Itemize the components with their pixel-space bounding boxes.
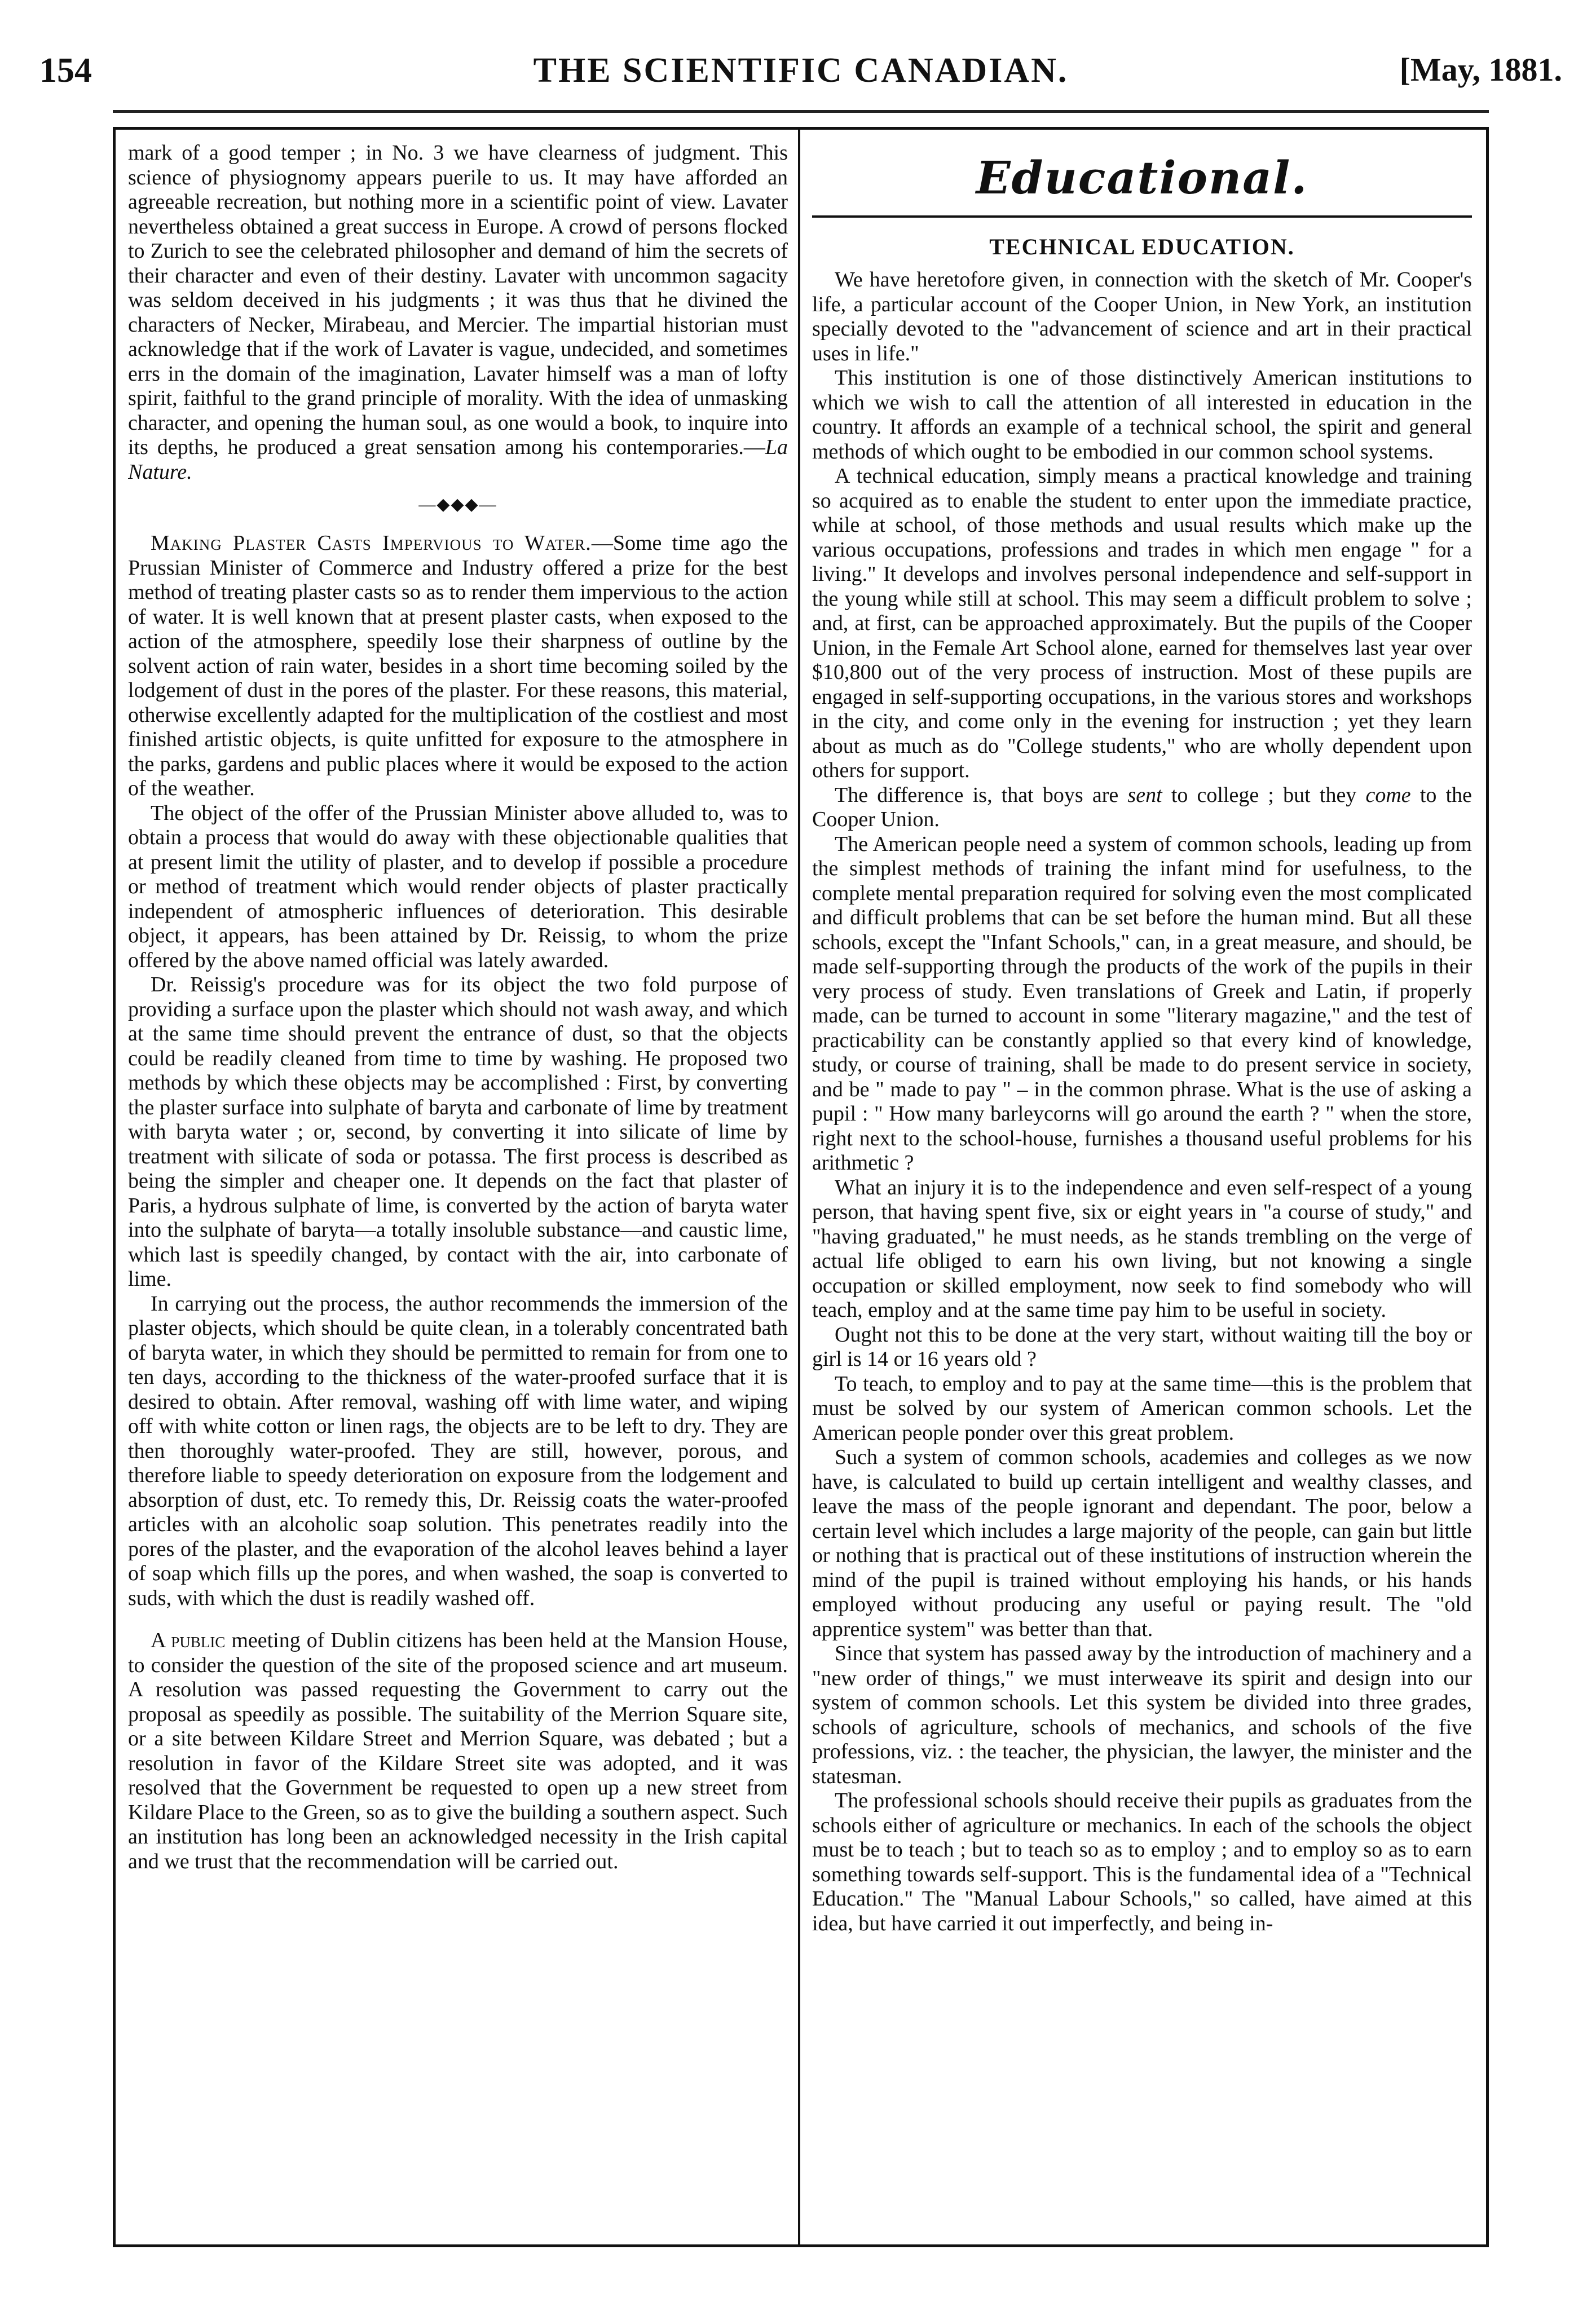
plaster-paragraph-2: The object of the offer of the Prussian Minister above alluded to, was to obtain a process that would do away with these objectionable qualities that at present limit the utility of plaster, and to develop if possible a procedure or method of treatment which would render objects of plaster practically independent of atmospheric influences of deterioration. This desirable object, it appears, has been attained by Dr. Reissig, to whom the prize offered by the above named official was lately awarded.: [128, 801, 788, 972]
education-paragraph-9: Such a system of common schools, academies and colleges as we now have, is calculated to build up certain intelligent and wealthy classes, and leave the mass of the people ignorant and dependant. The poor, below a certain level which includes a large majority of the people, can gain but little or nothing that is practical out of these institutions of instruction wherein the mind of the pupil is trained without employing his hands, or his hands employed without producing any useful or paying result. The "old apprentice system" was better than that.: [812, 1445, 1472, 1641]
journal-title: THE SCIENTIFIC CANADIAN.: [533, 51, 1069, 90]
right-column: [812, 141, 1472, 2233]
article-heading: TECHNICAL EDUCATION.: [989, 234, 1295, 259]
para-4-text-b: to college ; but they: [1162, 783, 1366, 807]
education-paragraph-2: This institution is one of those distinctively American institutions to which we wish to call the attention of all interested in education in the country. It affords an example of a technical school, the spirit and general methods of which ought to be embodied in our common school systems.: [812, 366, 1472, 464]
left-column: [128, 141, 788, 2233]
dublin-lead: A public: [151, 1629, 226, 1652]
para-4-text-c: to the Cooper Union.: [812, 783, 1472, 831]
para-4-emphasis-sent: sent: [1127, 783, 1162, 807]
education-paragraph-8: To teach, to employ and to pay at the same time—this is the problem that must be solved by our system of American common schools. Let the American people ponder over this great problem.: [812, 1371, 1472, 1445]
education-paragraph-3: A technical education, simply means a practical knowledge and training so acquired as to enable the student to enter upon the immediate practice, while at school, of those methods and usual results which make up the various occupations, professions and trades in which men engage " for a living." It develops and involves personal independence and self-support in the young while still at school. This may seem a difficult problem to solve ; and, at first, can be approached approximately. But the pupils of the Cooper Union, in the Female Art School alone, earned for themselves last year over $10,800 out of the very process of instruction. Most of these pupils are engaged in self-supporting occupations, in the various stores and workshops in the city, and come only in the evening for instruction ; yet they learn about as much as do "College students," who are wholly dependent upon others for support.: [812, 464, 1472, 782]
education-paragraph-11: The professional schools should receive their pupils as graduates from the schools either of agriculture or mechanics. In each of the schools the object must be to teach ; but to teach so as to employ ; and to employ so as to earn something towards self-support. This is the fundamental idea of a "Technical Education." The "Manual Labour Schools," so called, have aimed at this idea, but have carried it out imperfectly, and being in-: [812, 1789, 1472, 1935]
education-paragraph-5: The American people need a system of common schools, leading up from the simplest methods of training the infant mind for usefulness, to the complete mental preparation required for solving even the most complicated and difficult problems that can be set before the human mind. But all these schools, except the "Infant Schools," can, in a great measure, and should, be made self-supporting through the products of the work of the pupils in their very process of study. Even translations of Greek and Latin, if properly made, can be turned to account in some "literary magazine," and the test of practicability can be constantly applied so that every kind of knowledge, study, or course of training, shall be made to do present service in society, and be " made to pay " – in the common phrase. What is the use of asking a pupil : " How many barleycorns will go around the earth ? " when the store, right next to the school-house, furnishes a thousand useful problems for his arithmetic ?: [812, 832, 1472, 1175]
section-rule: [812, 215, 1472, 218]
plaster-heading: Making Plaster Casts Impervious to Water.: [151, 531, 592, 555]
lavater-paragraph: [128, 141, 788, 484]
lavater-text: mark of a good temper ; in No. 3 we have clearness of judgment. This science of physiognomy appears puerile to us. It may have afforded an agreeable recreation, but nothing more in a scientific point of view. Lavater nevertheless obtained a great success in Europe. A crowd of persons flocked to Zurich to see the celebrated philosopher and demand of him the secrets of their character and even of their destiny. Lavater with uncommon sagacity was seldom deceived in his judgments ; it was thus that he divined the characters of Necker, Mirabeau, and Mercier. The impartial historian must acknowledge that if the work of Lavater is vague, undecided, and sometimes errs in the domain of the imagination, Lavater himself was a man of lofty spirit, faithful to the grand principle of morality. With the idea of unmasking character, and opening the human soul, as one would a book, to inquire into its depths, he produced a great sensation among his contemporaries.—: [128, 141, 788, 459]
education-paragraph-4: [812, 783, 1472, 832]
plaster-paragraph-4: In carrying out the process, the author recommends the immersion of the plaster objects, which should be quite clean, in a tolerably concentrated bath of baryta water, in which they should be permitted to remain for from one to ten days, according to the thickness of the water-proofed surface that it is desired to obtain. After removal, washing off with lime water, and wiping off with white cotton or linen rags, the objects are to be left to dry. They are then thoroughly water-proofed. They are still, however, porous, and therefore liable to speedy deterioration on exposure from the lodgement and absorption of dust, etc. To remedy this, Dr. Reissig coats the water-proofed articles with an alcoholic soap solution. This penetrates readily into the pores of the plaster, and the evaporation of the alcohol leaves behind a layer of soap which fills up the pores, and when washed, the soap is converted to suds, with which the dust is readily washed off.: [128, 1291, 788, 1610]
education-paragraph-10: Since that system has passed away by the introduction of machinery and a "new order of things," we must interweave its spirit and design into our system of common schools. Let this system be divided into three grades, schools of agriculture, schools of mechanics, and schools of the five professions, viz. : the teacher, the physician, the lawyer, the minister and the statesman.: [812, 1642, 1472, 1788]
issue-date: [May, 1881.: [1399, 51, 1562, 88]
para-4-emphasis-come: come: [1365, 783, 1411, 807]
column-divider: [798, 130, 800, 2244]
education-paragraph-6: What an injury it is to the independence and even self-respect of a young person, that having spent five, six or eight years in "a course of study," and "having graduated," he must needs, as he stands trembling on the verge of actual life obliged to earn his own living, but not knowing a single occupation or skilled employment, now seek to find somebody who will teach, employ and at the same time pay him to be useful in society.: [812, 1175, 1472, 1322]
section-ornament: —◆◆◆—: [418, 495, 497, 514]
page-number: 154: [39, 51, 92, 90]
plaster-text-1: —Some time ago the Prussian Minister of Commerce and Industry offered a prize for the best method of treating plaster casts so as to render them impervious to the action of water. It is well known that at present plaster casts, when exposed to the action of the atmosphere, speedily lose their sharpness of outline by the solvent action of rain water, besides in a short time becoming soiled by the lodgement of dust in the pores of the plaster. For these reasons, this material, otherwise excellently adapted for the multiplication of the costliest and most finished artistic objects, is quite unfitted for exposure to the atmosphere in the parks, gardens and public places where it would be exposed to the action of the weather.: [128, 531, 788, 800]
plaster-paragraph-3: Dr. Reissig's procedure was for its object the two fold purpose of providing a surface upon the plaster which should not wash away, and which at the same time should prevent the entrance of dust, so that the objects could be readily cleaned from time to time by washing. He proposed two methods by which these objects may be accomplished : First, by converting the plaster surface into sulphate of baryta and carbonate of lime by treatment with baryta water ; or, second, by converting it into silicate of lime by treatment with silicate of soda or potassa. The first process is described as being the simpler and cheaper one. It depends on the fact that plaster of Paris, a hydrous sulphate of lime, is converted by the action of baryta water into the sulphate of baryta—a totally insoluble substance—and caustic lime, which last is speedily changed, by contact with the air, into carbonate of lime.: [128, 973, 788, 1291]
lavater-source: La Nature.: [128, 435, 788, 484]
education-paragraph-1: We have heretofore given, in connection with the sketch of Mr. Cooper's life, a particular account of the Cooper Union, in New York, an institution specially devoted to the "advancement of science and art in their practical uses in life.": [812, 268, 1472, 365]
header-rule: [113, 110, 1489, 113]
dublin-paragraph: [128, 1629, 788, 1874]
section-title: Educational.: [976, 151, 1308, 204]
dublin-text: meeting of Dublin citizens has been held at the Mansion House, to consider the question of the site of the proposed science and art museum. A resolution was passed requesting the Government to carry out the proposal as speedily as possible. The suitability of the Merrion Square site, or a site between Kildare Street and Merrion Square, was debated ; but a resolution in favor of the Kildare Street site was adopted, and it was resolved that the Government be requested to open up a new street from Kildare Place to the Green, so as to give the building a southern aspect. Such an institution has long been an acknowledged necessity in the Irish capital and we trust that the recommendation will be carried out.: [128, 1629, 788, 1873]
page-header: [39, 51, 1562, 102]
education-paragraph-7: Ought not this to be done at the very start, without waiting till the boy or girl is 14 or 16 years old ?: [812, 1322, 1472, 1371]
para-4-text-a: The difference is, that boys are: [835, 783, 1128, 807]
plaster-paragraph-1: [128, 531, 788, 801]
page-frame: [113, 127, 1489, 2247]
